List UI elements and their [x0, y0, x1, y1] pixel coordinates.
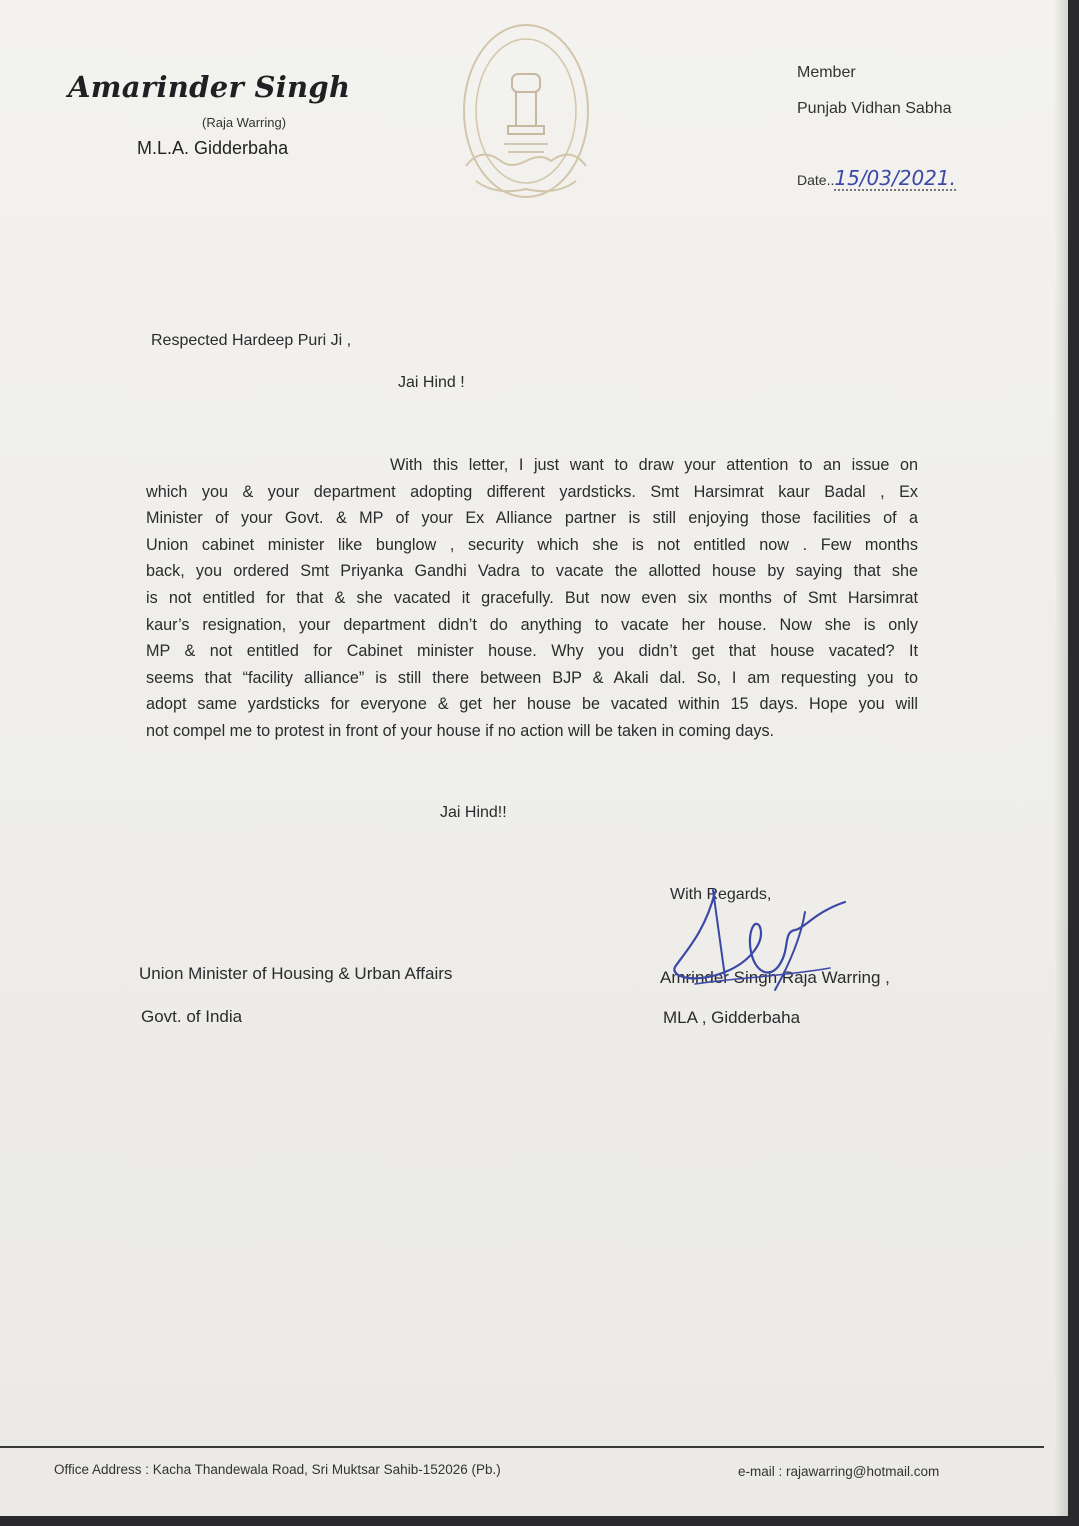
body-line: MP & not entitled for Cabinet minister house. Why you didn’t get that house vacated? It [146, 642, 918, 661]
body-line: kaur’s resignation, your department didn’t do anything to vacate her house. Now she is only [146, 615, 918, 634]
letter-body [146, 452, 918, 745]
letterhead-name: Amarinder Singh [68, 70, 351, 104]
salutation: Respected Hardeep Puri Ji , [151, 332, 352, 349]
footer-email: e-mail : rajawarring@hotmail.com [738, 1464, 940, 1479]
body-line: adopt same yardsticks for everyone & get her house be vacated within 15 days. Hope you will [146, 695, 918, 714]
signature-icon [655, 872, 855, 1002]
signer-location: MLA , Gidderbaha [663, 1008, 801, 1027]
body-line: Union cabinet minister like bunglow , security which she is not entitled now . Few months [146, 535, 918, 554]
signer-name: Amrinder Singh Raja Warring , [660, 968, 890, 987]
house-name: Punjab Vidhan Sabha [797, 100, 952, 117]
footer-divider [0, 1446, 1044, 1448]
body-line: seems that “facility alliance” is still there between BJP & Akali dal. So, I am requesting you to [146, 668, 918, 687]
body-line: Minister of your Govt. & MP of your Ex Alliance partner is still enjoying those facilities of a [146, 509, 918, 528]
closing: Jai Hind!! [440, 804, 507, 821]
body-line: With this letter, I just want to draw your attention to an issue on [390, 456, 918, 474]
regards: With Regards, [670, 886, 772, 903]
letterhead-alias: (Raja Warring) [202, 115, 287, 130]
member-label: Member [797, 64, 856, 81]
date-value: 15/03/2021. [834, 166, 956, 190]
body-line: back, you ordered Smt Priyanka Gandhi Vadra to vacate the allotted house by saying that she [146, 562, 918, 581]
greeting: Jai Hind ! [398, 374, 465, 391]
recipient-title: Union Minister of Housing & Urban Affairs [139, 964, 453, 983]
date-label: Date.. [797, 172, 835, 188]
body-line: not compel me to protest in front of your house if no action will be taken in coming days. [146, 721, 775, 740]
body-line: is not entitled for that & she vacated it gracefully. But now even six months of Smt Harsimrat [146, 588, 918, 607]
date-line [797, 166, 956, 190]
body-line: which you & your department adopting different yardsticks. Smt Harsimrat kaur Badal , Ex [146, 482, 918, 501]
letterhead-designation: M.L.A. Gidderbaha [137, 138, 289, 158]
recipient-org: Govt. of India [141, 1007, 243, 1026]
state-emblem-seal-icon [446, 16, 606, 216]
footer-address: Office Address : Kacha Thandewala Road, Sri Muktsar Sahib-152026 (Pb.) [54, 1462, 501, 1477]
